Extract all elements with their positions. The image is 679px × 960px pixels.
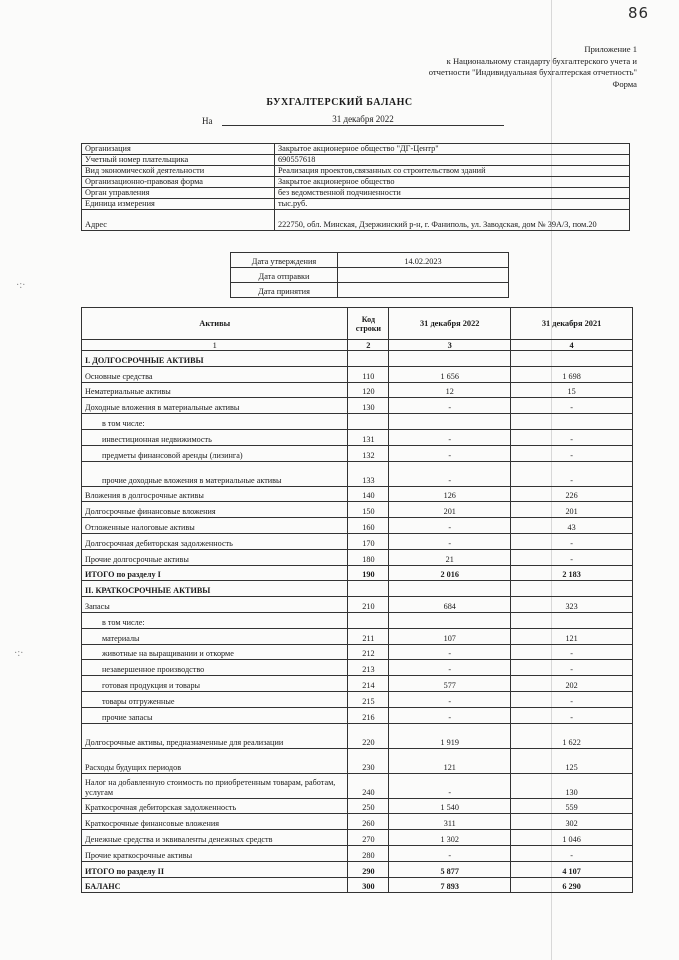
- document-title: БУХГАЛТЕРСКИЙ БАЛАНС: [266, 97, 413, 108]
- value-2021: 6 290: [511, 877, 633, 893]
- balance-row: [82, 398, 633, 414]
- row-label: материалы: [82, 628, 348, 644]
- org-info-label: Единица измерения: [82, 199, 275, 210]
- value-2021: -: [511, 461, 633, 486]
- value-2021: 4 107: [511, 861, 633, 877]
- dates-label: Дата принятия: [231, 283, 338, 298]
- row-code: 132: [348, 445, 389, 461]
- row-label: ИТОГО по разделу II: [82, 861, 348, 877]
- balance-row: [82, 798, 633, 814]
- value-2022: 1 302: [389, 830, 511, 846]
- value-2021: 121: [511, 628, 633, 644]
- dates-label: Дата отправки: [231, 268, 338, 283]
- row-label: прочие доходные вложения в материальные активы: [82, 461, 348, 486]
- value-2022: [389, 351, 511, 367]
- org-info-row: [82, 155, 630, 166]
- row-code: 120: [348, 382, 389, 398]
- balance-row: [82, 676, 633, 692]
- org-info-row: [82, 199, 630, 210]
- row-label: прочие запасы: [82, 707, 348, 723]
- row-label: Запасы: [82, 597, 348, 613]
- row-code: 280: [348, 845, 389, 861]
- org-info-row: [82, 144, 630, 155]
- row-label: Прочие краткосрочные активы: [82, 845, 348, 861]
- appendix-line: к Национальному стандарту бухгалтерского учета и: [446, 55, 637, 66]
- row-label: готовая продукция и товары: [82, 676, 348, 692]
- balance-row: [82, 518, 633, 534]
- col-number: 4: [511, 340, 633, 351]
- value-2022: -: [389, 773, 511, 798]
- row-label: в том числе:: [82, 612, 348, 628]
- value-2021: -: [511, 660, 633, 676]
- row-code: 133: [348, 461, 389, 486]
- value-2021: 201: [511, 502, 633, 518]
- header-2021: 31 декабря 2021: [511, 308, 633, 340]
- value-2021: [511, 351, 633, 367]
- org-info-row: [82, 166, 630, 177]
- balance-row: [82, 549, 633, 565]
- report-date: 31 декабря 2022: [222, 114, 504, 126]
- value-2022: -: [389, 533, 511, 549]
- balance-row: [82, 814, 633, 830]
- dates-value: 14.02.2023: [338, 253, 509, 268]
- row-code: 131: [348, 429, 389, 445]
- value-2022: 7 893: [389, 877, 511, 893]
- row-label: I. ДОЛГОСРОЧНЫЕ АКТИВЫ: [82, 351, 348, 367]
- value-2022: 2 016: [389, 565, 511, 581]
- dates-table: [230, 252, 509, 298]
- dates-row: [231, 253, 509, 268]
- section-header-row: [82, 581, 633, 597]
- value-2021: -: [511, 707, 633, 723]
- row-label: Доходные вложения в материальные активы: [82, 398, 348, 414]
- row-code: [348, 581, 389, 597]
- row-label: Краткосрочная дебиторская задолженность: [82, 798, 348, 814]
- value-2021: 226: [511, 486, 633, 502]
- row-code: 140: [348, 486, 389, 502]
- row-label: ИТОГО по разделу I: [82, 565, 348, 581]
- value-2021: -: [511, 533, 633, 549]
- row-label: Долгосрочная дебиторская задолженность: [82, 533, 348, 549]
- balance-row: [82, 414, 633, 430]
- row-code: 160: [348, 518, 389, 534]
- value-2021: 1 698: [511, 366, 633, 382]
- value-2022: -: [389, 644, 511, 660]
- balance-row: [82, 597, 633, 613]
- value-2022: 1 656: [389, 366, 511, 382]
- row-label: Расходы будущих периодов: [82, 748, 348, 773]
- org-info-label: Учетный номер плательщика: [82, 155, 275, 166]
- dates-value: [338, 268, 509, 283]
- dates-label: Дата утверждения: [231, 253, 338, 268]
- row-code: 270: [348, 830, 389, 846]
- balance-row: [82, 366, 633, 382]
- row-label: Налог на добавленную стоимость по приобретенным товарам, работам, услугам: [82, 773, 348, 798]
- balance-row: [82, 461, 633, 486]
- value-2022: [389, 581, 511, 597]
- value-2022: 5 877: [389, 861, 511, 877]
- value-2021: 130: [511, 773, 633, 798]
- org-info-label: Организационно-правовая форма: [82, 177, 275, 188]
- row-label: животные на выращивании и откорме: [82, 644, 348, 660]
- row-code: 213: [348, 660, 389, 676]
- org-info-label: Вид экономической деятельности: [82, 166, 275, 177]
- value-2022: 21: [389, 549, 511, 565]
- row-code: 290: [348, 861, 389, 877]
- value-2022: -: [389, 398, 511, 414]
- value-2021: 125: [511, 748, 633, 773]
- page-number-handwritten: 86: [628, 4, 650, 22]
- row-label: Нематериальные активы: [82, 382, 348, 398]
- row-code: [348, 612, 389, 628]
- row-label: II. КРАТКОСРОЧНЫЕ АКТИВЫ: [82, 581, 348, 597]
- appendix-line: Форма: [612, 78, 637, 89]
- row-code: 216: [348, 707, 389, 723]
- scan-mark: ·:·: [14, 648, 24, 659]
- row-label: Долгосрочные финансовые вложения: [82, 502, 348, 518]
- row-label: товары отгруженные: [82, 691, 348, 707]
- value-2021: 1 046: [511, 830, 633, 846]
- row-code: 211: [348, 628, 389, 644]
- value-2022: 577: [389, 676, 511, 692]
- row-code: [348, 351, 389, 367]
- org-info-value: Закрытое акционерное общество "ДГ-Центр": [275, 144, 630, 155]
- org-info-row: [82, 188, 630, 199]
- value-2022: 1 540: [389, 798, 511, 814]
- balance-table: [81, 307, 633, 893]
- balance-row: [82, 533, 633, 549]
- balance-row: [82, 748, 633, 773]
- value-2022: -: [389, 691, 511, 707]
- row-label: Отложенные налоговые активы: [82, 518, 348, 534]
- value-2021: 2 183: [511, 565, 633, 581]
- header-2022: 31 декабря 2022: [389, 308, 511, 340]
- value-2022: -: [389, 660, 511, 676]
- org-info-value: 690557618: [275, 155, 630, 166]
- row-code: 215: [348, 691, 389, 707]
- dates-row: [231, 268, 509, 283]
- row-code: [348, 414, 389, 430]
- section-header-row: [82, 351, 633, 367]
- row-code: 170: [348, 533, 389, 549]
- balance-row: [82, 644, 633, 660]
- value-2021: -: [511, 845, 633, 861]
- row-label: предметы финансовой аренды (лизинга): [82, 445, 348, 461]
- balance-row: [82, 382, 633, 398]
- value-2022: -: [389, 518, 511, 534]
- value-2021: [511, 581, 633, 597]
- value-2021: -: [511, 644, 633, 660]
- value-2021: 302: [511, 814, 633, 830]
- balance-row: [82, 612, 633, 628]
- on-label: На: [202, 116, 213, 126]
- header-assets: Активы: [82, 308, 348, 340]
- row-label: Прочие долгосрочные активы: [82, 549, 348, 565]
- balance-row: [82, 445, 633, 461]
- org-info-row: [82, 210, 630, 231]
- balance-row: [82, 707, 633, 723]
- row-label: Основные средства: [82, 366, 348, 382]
- balance-row: [82, 565, 633, 581]
- row-label: инвестиционная недвижимость: [82, 429, 348, 445]
- value-2022: -: [389, 429, 511, 445]
- row-label: незавершенное производство: [82, 660, 348, 676]
- row-code: 130: [348, 398, 389, 414]
- row-code: 300: [348, 877, 389, 893]
- organization-info-table: [81, 143, 630, 231]
- value-2022: 684: [389, 597, 511, 613]
- org-info-label: Адрес: [82, 210, 275, 231]
- org-info-value: тыс.руб.: [275, 199, 630, 210]
- value-2021: 202: [511, 676, 633, 692]
- org-info-value: Реализация проектов,связанных со строительством зданий: [275, 166, 630, 177]
- value-2021: [511, 414, 633, 430]
- row-code: 260: [348, 814, 389, 830]
- value-2021: -: [511, 445, 633, 461]
- row-code: 180: [348, 549, 389, 565]
- appendix-line: Приложение 1: [584, 44, 637, 54]
- value-2022: -: [389, 845, 511, 861]
- value-2021: 559: [511, 798, 633, 814]
- org-info-label: Орган управления: [82, 188, 275, 199]
- row-label: БАЛАНС: [82, 877, 348, 893]
- value-2021: [511, 612, 633, 628]
- org-info-label: Организация: [82, 144, 275, 155]
- dates-value: [338, 283, 509, 298]
- value-2022: 201: [389, 502, 511, 518]
- org-info-value: 222750, обл. Минская, Дзержинский р-н, г. Фаниполь, ул. Заводская, дом № 39А/3, пом.20: [275, 210, 630, 231]
- row-code: 150: [348, 502, 389, 518]
- value-2021: 43: [511, 518, 633, 534]
- balance-row: [82, 628, 633, 644]
- balance-row: [82, 845, 633, 861]
- balance-row: [82, 773, 633, 798]
- balance-row: [82, 502, 633, 518]
- row-code: 250: [348, 798, 389, 814]
- col-number: 3: [389, 340, 511, 351]
- value-2021: -: [511, 549, 633, 565]
- balance-row: [82, 660, 633, 676]
- row-code: 110: [348, 366, 389, 382]
- balance-row: [82, 429, 633, 445]
- row-label: Денежные средства и эквиваленты денежных средств: [82, 830, 348, 846]
- row-code: 240: [348, 773, 389, 798]
- balance-row: [82, 723, 633, 748]
- value-2022: [389, 612, 511, 628]
- value-2021: 323: [511, 597, 633, 613]
- value-2022: 1 919: [389, 723, 511, 748]
- value-2022: 126: [389, 486, 511, 502]
- row-label: Вложения в долгосрочные активы: [82, 486, 348, 502]
- value-2022: 107: [389, 628, 511, 644]
- row-code: 212: [348, 644, 389, 660]
- scan-mark: ·:·: [16, 280, 26, 291]
- row-code: 220: [348, 723, 389, 748]
- header-code: Код строки: [348, 308, 389, 340]
- org-info-value: Закрытое акционерное общество: [275, 177, 630, 188]
- col-number: 1: [82, 340, 348, 351]
- org-info-row: [82, 177, 630, 188]
- value-2021: -: [511, 691, 633, 707]
- row-label: Долгосрочные активы, предназначенные для реализации: [82, 723, 348, 748]
- col-number: 2: [348, 340, 389, 351]
- appendix-note: [429, 44, 637, 90]
- dates-row: [231, 283, 509, 298]
- value-2022: -: [389, 445, 511, 461]
- value-2022: [389, 414, 511, 430]
- balance-row: [82, 861, 633, 877]
- row-label: Краткосрочные финансовые вложения: [82, 814, 348, 830]
- value-2021: 1 622: [511, 723, 633, 748]
- balance-row: [82, 486, 633, 502]
- value-2022: 121: [389, 748, 511, 773]
- value-2022: -: [389, 707, 511, 723]
- value-2022: 12: [389, 382, 511, 398]
- value-2022: -: [389, 461, 511, 486]
- row-code: 214: [348, 676, 389, 692]
- row-label: в том числе:: [82, 414, 348, 430]
- value-2021: -: [511, 398, 633, 414]
- org-info-value: без ведомственной подчиненности: [275, 188, 630, 199]
- value-2022: 311: [389, 814, 511, 830]
- row-code: 190: [348, 565, 389, 581]
- balance-row: [82, 877, 633, 893]
- row-code: 210: [348, 597, 389, 613]
- balance-row: [82, 691, 633, 707]
- appendix-line: отчетности "Индивидуальная бухгалтерская отчетность": [428, 67, 637, 77]
- balance-row: [82, 830, 633, 846]
- value-2021: -: [511, 429, 633, 445]
- row-code: 230: [348, 748, 389, 773]
- value-2021: 15: [511, 382, 633, 398]
